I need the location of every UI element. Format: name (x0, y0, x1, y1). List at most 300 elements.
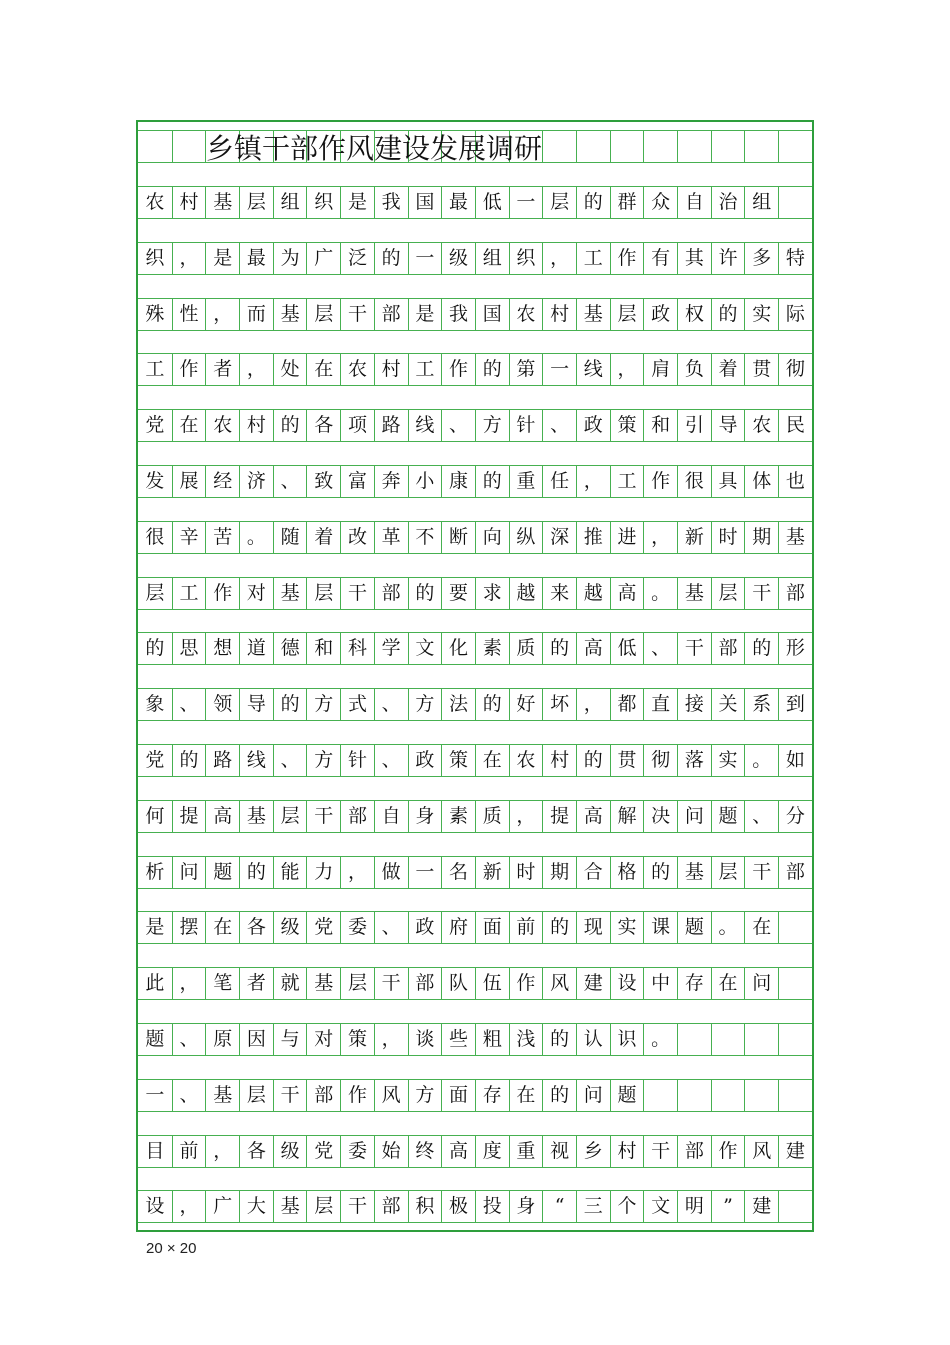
grid-cell: 笔 (205, 967, 239, 1000)
grid-cell: 是 (408, 298, 442, 331)
grid-cell (778, 1079, 812, 1112)
grid-cell (509, 130, 543, 163)
grid-cell: 题 (711, 800, 745, 833)
grid-cell (542, 130, 576, 163)
grid-cell (778, 130, 812, 163)
grid-cell: 提 (172, 800, 206, 833)
grid-cell: 新 (677, 521, 711, 554)
grid-row (138, 1135, 812, 1168)
grid-cell: 导 (239, 688, 273, 721)
grid-cell: 在 (509, 1079, 543, 1112)
grid-cell: 作 (509, 967, 543, 1000)
grid-cell: 村 (542, 298, 576, 331)
grid-cell: 断 (441, 521, 475, 554)
grid-cell: 始 (374, 1135, 408, 1168)
grid-cell: 的 (542, 911, 576, 944)
grid-cell: 层 (239, 186, 273, 219)
grid-cell: 是 (138, 911, 172, 944)
grid-cell: 部 (374, 298, 408, 331)
grid-cell: 也 (778, 465, 812, 498)
grid-cell: 能 (273, 856, 307, 889)
grid-cell: 者 (205, 353, 239, 386)
grid-cell: 向 (475, 521, 509, 554)
grid-cell: 不 (408, 521, 442, 554)
grid-cell: 、 (374, 911, 408, 944)
grid-cell: 自 (677, 186, 711, 219)
grid-row (138, 632, 812, 665)
grid-cell: 彻 (643, 744, 677, 777)
grid-cell (744, 130, 778, 163)
grid-cell: 小 (408, 465, 442, 498)
grid-cell: ， (610, 353, 644, 386)
grid-cell: 干 (374, 967, 408, 1000)
grid-cell: ， (643, 521, 677, 554)
grid-cell: 的 (475, 688, 509, 721)
grid-cell: 委 (340, 1135, 374, 1168)
grid-cell: 三 (576, 1190, 610, 1223)
grid-cell: 。 (711, 911, 745, 944)
grid-cell: 干 (340, 577, 374, 610)
grid-cell: 法 (441, 688, 475, 721)
grid-cell: 层 (138, 577, 172, 610)
grid-row (138, 800, 812, 833)
grid-cell: 线 (408, 409, 442, 442)
grid-cell (711, 1023, 745, 1056)
grid-cell: 农 (205, 409, 239, 442)
grid-cell (711, 130, 745, 163)
grid-cell: 格 (610, 856, 644, 889)
grid-cell: 在 (172, 409, 206, 442)
grid-cell: 风 (744, 1135, 778, 1168)
grid-cell: 最 (239, 242, 273, 275)
grid-cell: 织 (509, 242, 543, 275)
grid-cell: 很 (138, 521, 172, 554)
grid-cell: 党 (138, 744, 172, 777)
grid-cell: 设 (138, 1190, 172, 1223)
grid-cell: 目 (138, 1135, 172, 1168)
grid-row (138, 688, 812, 721)
grid-cell: 层 (306, 577, 340, 610)
grid-cell: 队 (441, 967, 475, 1000)
grid-cell: 党 (306, 911, 340, 944)
grid-cell: 越 (576, 577, 610, 610)
grid-cell: 国 (475, 298, 509, 331)
grid-cell: 部 (408, 967, 442, 1000)
grid-cell (239, 130, 273, 163)
grid-cell (643, 1079, 677, 1112)
grid-cell: 前 (172, 1135, 206, 1168)
grid-cell: 和 (643, 409, 677, 442)
grid-cell: 路 (374, 409, 408, 442)
grid-cell: 思 (172, 632, 206, 665)
grid-cell: 实 (744, 298, 778, 331)
grid-cell: 时 (509, 856, 543, 889)
grid-cell: 、 (172, 1079, 206, 1112)
grid-cell: 析 (138, 856, 172, 889)
grid-cell: 、 (374, 744, 408, 777)
grid-cell: 苦 (205, 521, 239, 554)
grid-cell: 、 (374, 688, 408, 721)
grid-cell: 是 (340, 186, 374, 219)
grid-cell: 级 (441, 242, 475, 275)
grid-row (138, 856, 812, 889)
grid-cell (778, 186, 812, 219)
grid-cell: 面 (475, 911, 509, 944)
grid-cell: 质 (475, 800, 509, 833)
grid-cell: 力 (306, 856, 340, 889)
grid-cell: 府 (441, 911, 475, 944)
grid-cell: 就 (273, 967, 307, 1000)
grid-cell: 深 (542, 521, 576, 554)
grid-cell: 的 (711, 298, 745, 331)
grid-cell: 问 (744, 967, 778, 1000)
grid-cell: 基 (778, 521, 812, 554)
grid-cell: 化 (441, 632, 475, 665)
grid-cell: 基 (205, 1079, 239, 1112)
grid-cell: 原 (205, 1023, 239, 1056)
grid-cell: 的 (239, 856, 273, 889)
grid-cell: ， (172, 1190, 206, 1223)
grid-cell: 肩 (643, 353, 677, 386)
grid-cell: 名 (441, 856, 475, 889)
grid-cell: ， (576, 465, 610, 498)
grid-cell: 领 (205, 688, 239, 721)
grid-cell: 决 (643, 800, 677, 833)
grid-cell: 推 (576, 521, 610, 554)
grid-cell: 接 (677, 688, 711, 721)
grid-cell: 道 (239, 632, 273, 665)
grid-cell: 干 (643, 1135, 677, 1168)
grid-cell: 多 (744, 242, 778, 275)
grid-cell: 彻 (778, 353, 812, 386)
grid-cell: 针 (340, 744, 374, 777)
grid-cell: 基 (306, 967, 340, 1000)
grid-cell: 基 (273, 1190, 307, 1223)
grid-cell: 题 (677, 911, 711, 944)
grid-cell: 的 (744, 632, 778, 665)
grid-cell: 与 (273, 1023, 307, 1056)
grid-cell: ， (509, 800, 543, 833)
grid-cell: 明 (677, 1190, 711, 1223)
grid-cell: 来 (542, 577, 576, 610)
grid-row (138, 1190, 812, 1223)
grid-cell: 部 (306, 1079, 340, 1112)
grid-cell: 基 (677, 577, 711, 610)
grid-cell: 些 (441, 1023, 475, 1056)
grid-cell: 其 (677, 242, 711, 275)
grid-cell: 的 (138, 632, 172, 665)
grid-cell: 个 (610, 1190, 644, 1223)
grid-cell (475, 130, 509, 163)
grid-cell: 委 (340, 911, 374, 944)
grid-cell: 革 (374, 521, 408, 554)
grid-cell: 各 (239, 1135, 273, 1168)
grid-cell: 时 (711, 521, 745, 554)
grid-cell (744, 1023, 778, 1056)
grid-cell: 分 (778, 800, 812, 833)
grid-cell: 基 (239, 800, 273, 833)
grid-cell: 的 (542, 632, 576, 665)
grid-cell: 农 (509, 744, 543, 777)
grid-cell: 落 (677, 744, 711, 777)
grid-cell: 问 (677, 800, 711, 833)
grid-cell: 一 (138, 1079, 172, 1112)
grid-cell: 前 (509, 911, 543, 944)
grid-cell: 高 (576, 800, 610, 833)
grid-cell: 处 (273, 353, 307, 386)
grid-cell (677, 1079, 711, 1112)
grid-cell: 要 (441, 577, 475, 610)
grid-cell: 形 (778, 632, 812, 665)
grid-cell: 和 (306, 632, 340, 665)
grid-cell: 各 (306, 409, 340, 442)
grid-cell: 方 (408, 688, 442, 721)
grid-cell: 作 (643, 465, 677, 498)
grid-cell: 重 (509, 1135, 543, 1168)
grid-cell: 题 (610, 1079, 644, 1112)
grid-cell: 伍 (475, 967, 509, 1000)
grid-cell: 农 (744, 409, 778, 442)
grid-cell: 。 (744, 744, 778, 777)
grid-cell (441, 130, 475, 163)
grid-cell: 层 (306, 298, 340, 331)
grid-cell: 线 (239, 744, 273, 777)
grid-cell: 、 (542, 409, 576, 442)
grid-cell: 干 (744, 856, 778, 889)
grid-cell: 者 (239, 967, 273, 1000)
grid-cell: 随 (273, 521, 307, 554)
grid-cell: 高 (610, 577, 644, 610)
grid-cell: 基 (205, 186, 239, 219)
grid-cell: 合 (576, 856, 610, 889)
grid-cell: 方 (306, 744, 340, 777)
grid-cell: 象 (138, 688, 172, 721)
grid-cell: 在 (744, 911, 778, 944)
grid-cell: ， (239, 353, 273, 386)
grid-cell: 经 (205, 465, 239, 498)
grid-cell: 层 (306, 1190, 340, 1223)
grid-cell: 导 (711, 409, 745, 442)
grid-cell (711, 1079, 745, 1112)
grid-cell (677, 1023, 711, 1056)
grid-cell (677, 130, 711, 163)
grid-cell: 权 (677, 298, 711, 331)
grid-cell: 高 (441, 1135, 475, 1168)
grid-cell: 式 (340, 688, 374, 721)
grid-cell: 实 (711, 744, 745, 777)
grid-cell: 着 (711, 353, 745, 386)
grid-cell: 一 (408, 242, 442, 275)
grid-cell: 期 (542, 856, 576, 889)
grid-cell: 干 (273, 1079, 307, 1112)
grid-cell: 、 (273, 744, 307, 777)
grid-cell: 都 (610, 688, 644, 721)
grid-cell: 负 (677, 353, 711, 386)
grid-cell (778, 967, 812, 1000)
grid-cell: 文 (643, 1190, 677, 1223)
grid-cell: 解 (610, 800, 644, 833)
grid-cell: 策 (610, 409, 644, 442)
grid-cell: 一 (408, 856, 442, 889)
grid-cell: 作 (441, 353, 475, 386)
grid-cell: 自 (374, 800, 408, 833)
grid-cell: 村 (610, 1135, 644, 1168)
grid-cell: 改 (340, 521, 374, 554)
grid-cell: 部 (711, 632, 745, 665)
grid-cell: 质 (509, 632, 543, 665)
grid-cell: 各 (239, 911, 273, 944)
grid-cell: 康 (441, 465, 475, 498)
grid-cell: ， (205, 298, 239, 331)
grid-cell: 身 (408, 800, 442, 833)
grid-cell: 众 (643, 186, 677, 219)
grid-cell (408, 130, 442, 163)
grid-cell: 部 (677, 1135, 711, 1168)
grid-cell (778, 1190, 812, 1223)
grid-cell: 高 (205, 800, 239, 833)
grid-cell: 在 (306, 353, 340, 386)
grid-cell: 作 (340, 1079, 374, 1112)
grid-cell: ， (340, 856, 374, 889)
grid-cell: 策 (441, 744, 475, 777)
grid-cell: 发 (138, 465, 172, 498)
grid-cell: 很 (677, 465, 711, 498)
grid-cell: “ (542, 1190, 576, 1223)
grid-cell: ， (172, 967, 206, 1000)
grid-cell: 党 (138, 409, 172, 442)
grid-cell: 浅 (509, 1023, 543, 1056)
grid-row (138, 409, 812, 442)
grid-cell: 存 (677, 967, 711, 1000)
grid-cell: 关 (711, 688, 745, 721)
grid-cell: 农 (509, 298, 543, 331)
grid-cell: 为 (273, 242, 307, 275)
grid-cell: 层 (711, 856, 745, 889)
grid-cell: 积 (408, 1190, 442, 1223)
grid-cell: 面 (441, 1079, 475, 1112)
grid-cell: 织 (306, 186, 340, 219)
grid-row (138, 298, 812, 331)
grid-cell: 实 (610, 911, 644, 944)
grid-cell: 广 (306, 242, 340, 275)
grid-cell: 作 (610, 242, 644, 275)
grid-cell: 一 (542, 353, 576, 386)
grid-cell (138, 130, 172, 163)
grid-cell: 学 (374, 632, 408, 665)
grid-cell: 贯 (610, 744, 644, 777)
grid-cell: 新 (475, 856, 509, 889)
grid-cell: 村 (172, 186, 206, 219)
grid-cell: 际 (778, 298, 812, 331)
grid-cell: 级 (273, 1135, 307, 1168)
grid-cell: 、 (273, 465, 307, 498)
grid-cell: 干 (340, 1190, 374, 1223)
grid-cell: 我 (374, 186, 408, 219)
grid-cell (778, 1023, 812, 1056)
grid-cell: 终 (408, 1135, 442, 1168)
grid-cell: 层 (542, 186, 576, 219)
grid-cell: 干 (340, 298, 374, 331)
grid-cell: 的 (374, 242, 408, 275)
grid-cell: 一 (509, 186, 543, 219)
grid-cell (610, 130, 644, 163)
grid-cell: 方 (306, 688, 340, 721)
grid-cell: 政 (408, 911, 442, 944)
grid-cell: 因 (239, 1023, 273, 1056)
grid-cell: 而 (239, 298, 273, 331)
grid-cell: 基 (576, 298, 610, 331)
grid-cell: 奔 (374, 465, 408, 498)
grid-cell: 民 (778, 409, 812, 442)
grid-cell: 的 (542, 1023, 576, 1056)
grid-cell: 政 (576, 409, 610, 442)
grid-cell: 的 (273, 688, 307, 721)
grid-cell: 。 (239, 521, 273, 554)
grid-cell: 粗 (475, 1023, 509, 1056)
grid-cell: 村 (239, 409, 273, 442)
grid-cell: 最 (441, 186, 475, 219)
grid-cell: 村 (374, 353, 408, 386)
grid-cell: 国 (408, 186, 442, 219)
manuscript-grid (136, 120, 814, 1232)
grid-cell: 工 (172, 577, 206, 610)
grid-cell: 的 (475, 465, 509, 498)
grid-cell: 此 (138, 967, 172, 1000)
grid-cell: 期 (744, 521, 778, 554)
grid-cell: 存 (475, 1079, 509, 1112)
grid-cell: 作 (205, 577, 239, 610)
grid-cell: 层 (610, 298, 644, 331)
grid-cell: 问 (172, 856, 206, 889)
grid-cell: 、 (643, 632, 677, 665)
grid-cell: 做 (374, 856, 408, 889)
grid-cell: 认 (576, 1023, 610, 1056)
grid-cell (306, 130, 340, 163)
grid-cell: 许 (711, 242, 745, 275)
grid-cell: 建 (576, 967, 610, 1000)
grid-cell: 策 (340, 1023, 374, 1056)
grid-cell: 济 (239, 465, 273, 498)
grid-cell: 着 (306, 521, 340, 554)
grid-cell: 坏 (542, 688, 576, 721)
grid-cell: ” (711, 1190, 745, 1223)
grid-cell: 好 (509, 688, 543, 721)
grid-cell: 纵 (509, 521, 543, 554)
grid-cell: 极 (441, 1190, 475, 1223)
grid-cell: 低 (610, 632, 644, 665)
grid-cell: 文 (408, 632, 442, 665)
grid-cell: 的 (408, 577, 442, 610)
grid-cell: 致 (306, 465, 340, 498)
grid-cell: 的 (273, 409, 307, 442)
grid-cell: 辛 (172, 521, 206, 554)
grid-cell: 体 (744, 465, 778, 498)
grid-row (138, 744, 812, 777)
grid-cell (273, 130, 307, 163)
grid-row (138, 1079, 812, 1112)
grid-cell: 层 (239, 1079, 273, 1112)
grid-cell: 引 (677, 409, 711, 442)
grid-size-label: 20 × 20 (146, 1240, 197, 1257)
grid-cell: 第 (509, 353, 543, 386)
grid-cell: 任 (542, 465, 576, 498)
grid-cell: 的 (576, 186, 610, 219)
grid-cell: 干 (306, 800, 340, 833)
grid-cell: 部 (778, 577, 812, 610)
grid-cell: 身 (509, 1190, 543, 1223)
grid-cell: 方 (475, 409, 509, 442)
grid-cell: 。 (643, 1023, 677, 1056)
